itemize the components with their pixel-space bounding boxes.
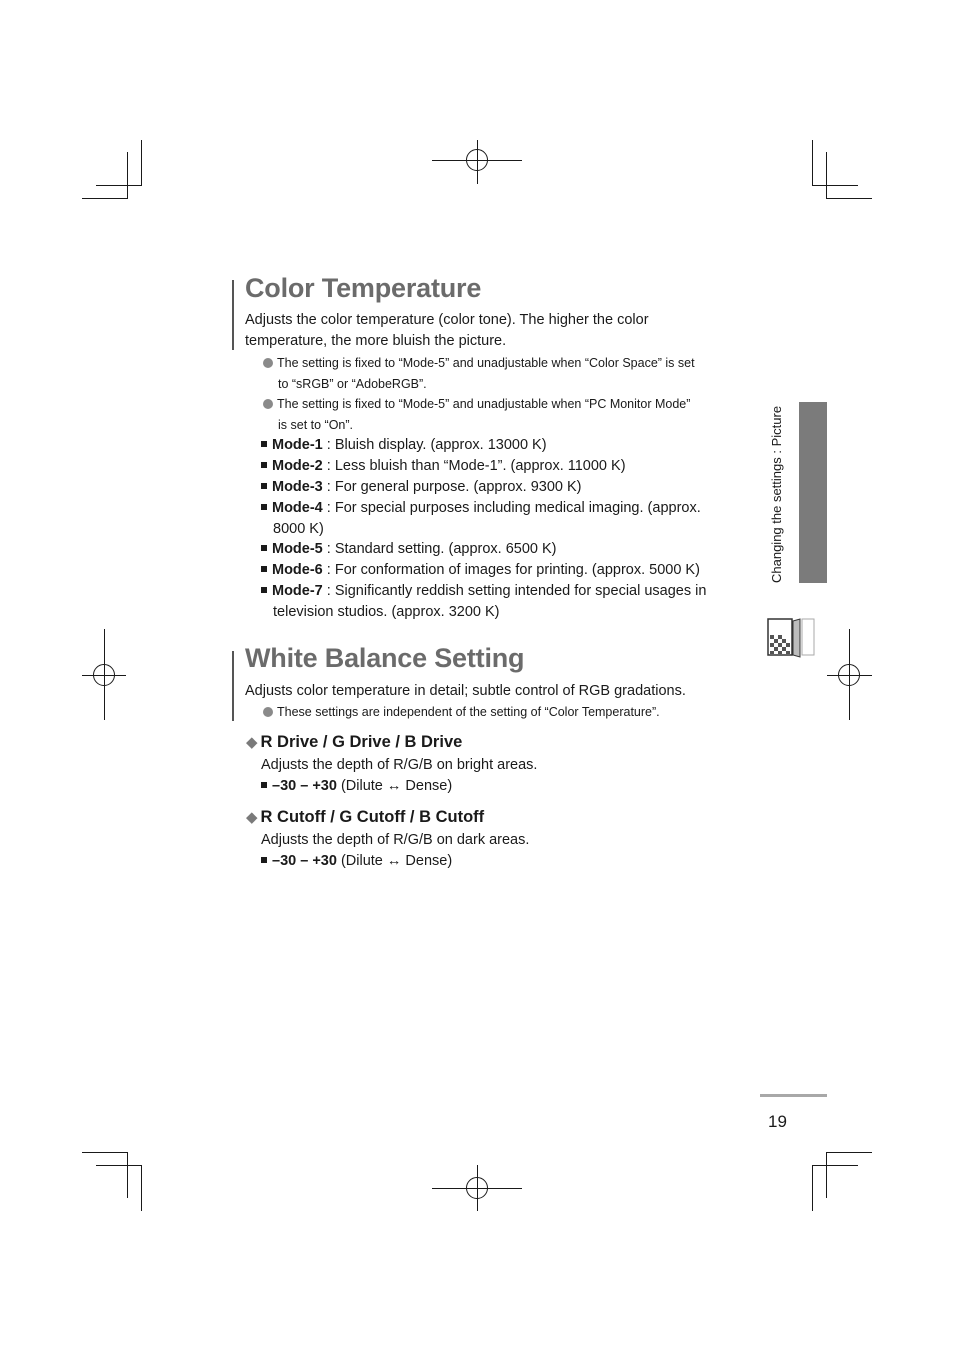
list-item: Mode-2 : Less bluish than “Mode-1”. (approx. 11000 K) <box>261 456 626 477</box>
bullet-square-icon <box>261 441 267 447</box>
list-item: Mode-5 : Standard setting. (approx. 6500 K) <box>261 539 557 560</box>
section-bar <box>232 280 234 350</box>
subsection-heading: ◆ R Cutoff / G Cutoff / B Cutoff <box>246 808 485 826</box>
diamond-bullet-icon: ◆ <box>246 809 258 826</box>
diamond-bullet-icon: ◆ <box>246 734 258 751</box>
section-title: White Balance Setting <box>245 643 525 673</box>
page-number-rule <box>760 1094 827 1097</box>
note: These settings are independent of the setting of “Color Temperature”. <box>263 702 660 723</box>
bullet-square-icon <box>261 483 267 489</box>
bullet-square-icon <box>261 782 267 788</box>
intro-text: Adjusts the color temperature (color tone). The higher the color temperature, the more bluish the picture. <box>245 312 649 349</box>
range-value: –30 – +30 (Dilute ↔ Dense) <box>261 851 452 872</box>
bullet-dot-icon <box>263 399 273 409</box>
item-description: Adjusts the depth of R/G/B on bright areas. <box>261 757 538 773</box>
item-description: Adjusts the depth of R/G/B on dark areas. <box>261 832 530 848</box>
list-item: Mode-1 : Bluish display. (approx. 13000 K) <box>261 435 547 456</box>
note: The setting is fixed to “Mode-5” and unadjustable when “PC Monitor Mode” is set to “On”. <box>263 394 690 435</box>
subsection-heading: ◆ R Drive / G Drive / B Drive <box>246 733 463 751</box>
section-tab <box>799 402 827 583</box>
section-bar <box>232 651 234 721</box>
list-item: Mode-6 : For conformation of images for printing. (approx. 5000 K) <box>261 560 700 581</box>
intro-text: Adjusts color temperature in detail; subtle control of RGB gradations. <box>245 683 686 699</box>
bullet-square-icon <box>261 857 267 863</box>
bullet-dot-icon <box>263 358 273 368</box>
bullet-square-icon <box>261 566 267 572</box>
bullet-square-icon <box>261 504 267 510</box>
bullet-square-icon <box>261 587 267 593</box>
list-item: Mode-4 : For special purposes including medical imaging. (approx. 8000 K) <box>261 498 701 540</box>
picture-settings-icon <box>766 617 816 659</box>
list-item: Mode-3 : For general purpose. (approx. 9300 K) <box>261 477 581 498</box>
bullet-dot-icon <box>263 707 273 717</box>
page-number: 19 <box>768 1112 787 1131</box>
bullet-square-icon <box>261 545 267 551</box>
bullet-square-icon <box>261 462 267 468</box>
page-title: Color Temperature <box>245 273 482 303</box>
range-value: –30 – +30 (Dilute ↔ Dense) <box>261 776 452 797</box>
list-item: Mode-7 : Significantly reddish setting intended for special usages in television studios. (approx. 3200 K) <box>261 581 706 623</box>
note: The setting is fixed to “Mode-5” and unadjustable when “Color Space” is set to “sRGB” or “AdobeRGB”. <box>263 353 695 394</box>
section-label: Changing the settings : Picture <box>769 405 784 583</box>
